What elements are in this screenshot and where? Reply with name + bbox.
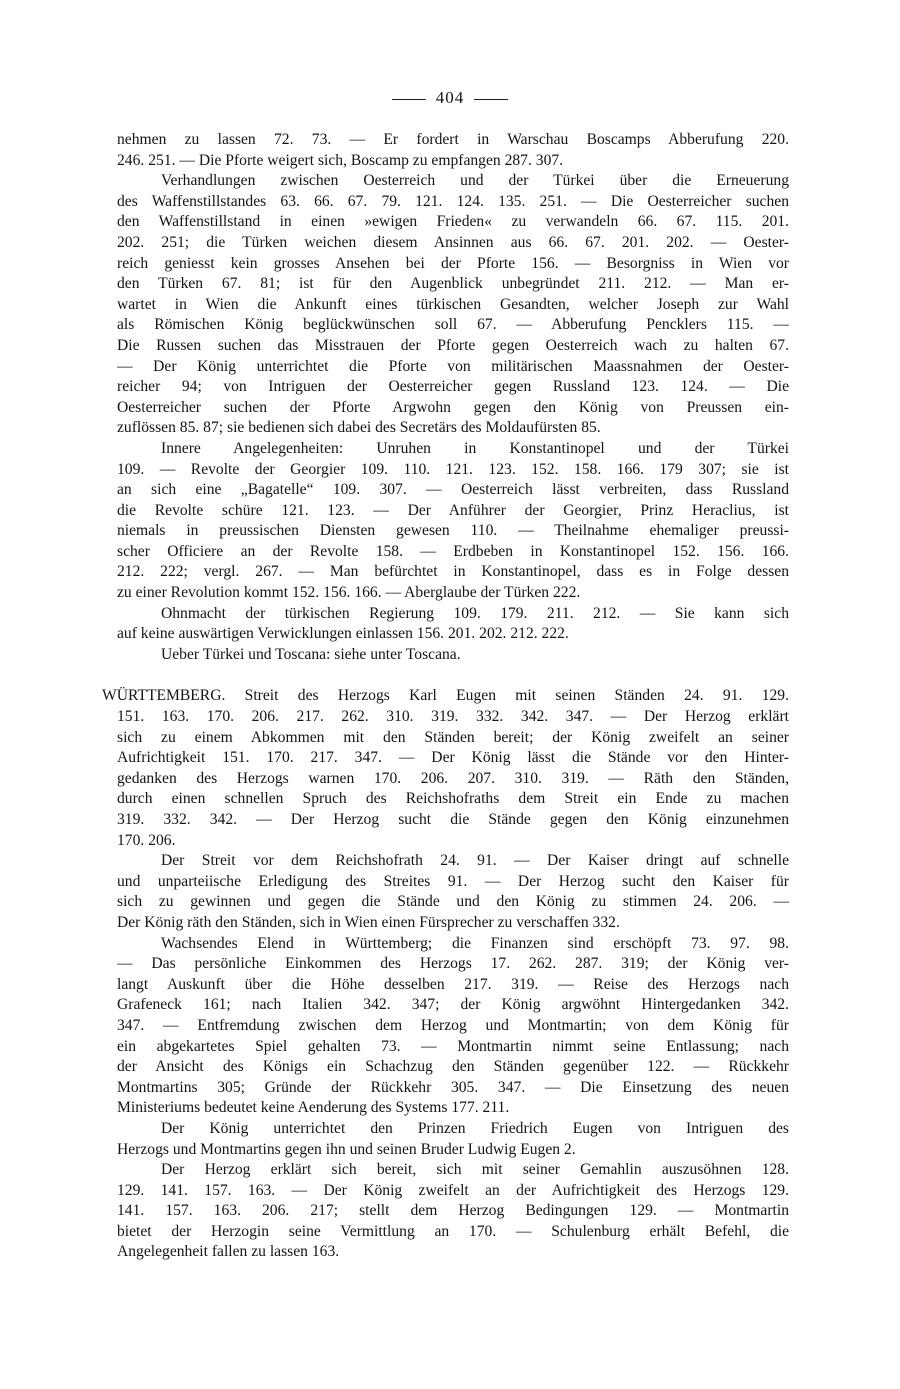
text-line: Wachsendes Elend in Württemberg; die Finanzen sind erschöpft 73. 97. 98. [161, 934, 789, 952]
text-line: 202. 251; die Türken weichen diesem Ansinnen aus 66. 67. 201. 202. — Oester- [117, 233, 789, 251]
text-line: Grafeneck 161; nach Italien 342. 347; der König argwöhnt Hintergedanken 342. [117, 996, 789, 1014]
section-gap [117, 665, 789, 686]
text-line: Der König unterrichtet den Prinzen Friedrich Eugen von Intriguen des [161, 1119, 789, 1137]
text-line: 170. 206. [117, 831, 176, 849]
text-line: wartet in Wien die Ankunft eines türkischen Gesandten, welcher Joseph zur Wahl [117, 295, 789, 313]
text-line: des Waffenstillstandes 63. 66. 67. 79. 121. 124. 135. 251. — Die Oesterreicher suchen [117, 192, 789, 210]
text-line: Verhandlungen zwischen Oesterreich und der Türkei über die Erneuerung [161, 172, 789, 190]
text-line: Innere Angelegenheiten: Unruhen in Konstantinopel und der Türkei [161, 439, 789, 457]
text-line: Montmartins 305; Gründe der Rückkehr 305. 347. — Die Einsetzung des neuen [117, 1078, 789, 1096]
text-line: — Der König unterrichtet die Pforte von militärischen Maassnahmen der Oester- [117, 357, 789, 375]
text-line: durch einen schnellen Spruch des Reichshofraths dem Streit ein Ende zu machen [117, 790, 789, 808]
text-line: Ministeriums bedeutet keine Aenderung des Systems 177. 211. [117, 1099, 510, 1117]
text-line: 246. 251. — Die Pforte weigert sich, Boscamp zu empfangen 287. 307. [117, 151, 564, 169]
section-tuerkei [117, 130, 789, 665]
text-line: scher Officiere an der Revolte 158. — Erdbeben in Konstantinopel 152. 156. 166. [117, 542, 789, 560]
text-line: sich zu gewinnen und gegen die Stände und den König zu stimmen 24. 206. — [117, 893, 789, 911]
text-line: an sich eine „Bagatelle“ 109. 307. — Oesterreich lässt verbreiten, dass Russland [117, 481, 789, 499]
header-rule-right [474, 99, 508, 100]
text-line: die Revolte schüre 121. 123. — Der Anführer der Georgier, Prinz Heraclius, ist [117, 501, 789, 519]
page-header [0, 86, 900, 110]
text-line: gedanken des Herzogs warnen 170. 206. 207. 310. 319. — Räth den Ständen, [117, 769, 789, 787]
text-line: zu einer Revolution kommt 152. 156. 166. — Aberglaube der Türken 222. [117, 584, 581, 602]
text-line: — Das persönliche Einkommen des Herzogs 17. 262. 287. 319; der König ver- [117, 955, 789, 973]
text-line: reicher 94; von Intriguen der Oesterreicher gegen Russland 123. 124. — Die [117, 378, 789, 396]
text-line: Ueber Türkei und Toscana: siehe unter Toscana. [161, 645, 461, 663]
text-line: ein abgekartetes Spiel gehalten 73. — Montmartin nimmt seine Entlassung; nach [117, 1037, 789, 1055]
text-line: 141. 157. 163. 206. 217; stellt dem Herzog Bedingungen 129. — Montmartin [117, 1202, 789, 1220]
text-line: 151. 163. 170. 206. 217. 262. 310. 319. 332. 342. 347. — Der Herzog erklärt [117, 708, 789, 726]
text-line: Der König räth den Ständen, sich in Wien einen Fürsprecher zu verschaffen 332. [117, 913, 620, 931]
text-line: niemals in preussischen Diensten gewesen 110. — Theilnahme ehemaliger preussi- [117, 522, 789, 540]
text-line: 129. 141. 157. 163. — Der König zweifelt an der Aufrichtigkeit des Herzogs 129. [117, 1181, 789, 1199]
text-line: nehmen zu lassen 72. 73. — Er fordert in Warschau Boscamps Abberufung 220. [117, 131, 789, 148]
text-line: bietet der Herzogin seine Vermittlung an 170. — Schulenburg erhält Befehl, die [117, 1222, 789, 1240]
text-line: und unparteiische Erledigung des Streites 91. — Der Herzog sucht den Kaiser für [117, 872, 789, 890]
text-line: Ohnmacht der türkischen Regierung 109. 179. 211. 212. — Sie kann sich [161, 604, 789, 622]
text-line: langt Auskunft über die Höhe desselben 217. 319. — Reise des Herzogs nach [117, 975, 789, 993]
text-line: reich geniesst kein grosses Ansehen bei der Pforte 156. — Besorgniss in Wien vor [117, 254, 789, 272]
text-line: Die Russen suchen das Misstrauen der Pforte gegen Oesterreich wach zu halten 67. [117, 336, 789, 354]
header-rule-left [392, 99, 426, 100]
text-line: auf keine auswärtigen Verwicklungen einlassen 156. 201. 202. 212. 222. [117, 625, 569, 643]
page-number: 404 [435, 88, 465, 107]
text-line: Oesterreicher suchen der Pforte Argwohn gegen den König von Preussen ein- [117, 398, 789, 416]
text-line: Herzogs und Montmartins gegen ihn und seinen Bruder Ludwig Eugen 2. [117, 1140, 576, 1158]
entry-heading-line: WÜRTTEMBERG. Streit des Herzogs Karl Eugen mit seinen Ständen 24. 91. 129. [102, 687, 789, 705]
text-line: sich zu einem Abkommen mit den Ständen bereit; der König zweifelt an seiner [117, 728, 789, 746]
text-line: 347. — Entfremdung zwischen dem Herzog und Montmartin; von dem König für [117, 1016, 789, 1034]
text-line: 109. — Revolte der Georgier 109. 110. 121. 123. 152. 158. 166. 179 307; sie ist [117, 460, 789, 478]
text-line: Der Herzog erklärt sich bereit, sich mit seiner Gemahlin auszusöhnen 128. [161, 1161, 789, 1179]
text-line: der Ansicht des Königs ein Schachzug den Ständen gegenüber 122. — Rückkehr [117, 1058, 789, 1076]
text-line: den Waffenstillstand in einen »ewigen Frieden« zu verwandeln 66. 67. 115. 201. [117, 213, 789, 231]
section-wuerttemberg [102, 686, 789, 1263]
text-line: zuflössen 85. 87; sie bedienen sich dabei des Secretärs des Moldaufürsten 85. [117, 419, 601, 437]
text-line: Der Streit vor dem Reichshofrath 24. 91. — Der Kaiser dringt auf schnelle [161, 852, 789, 870]
text-line: 319. 332. 342. — Der Herzog sucht die Stände gegen den König einzunehmen [117, 811, 789, 828]
text-line: Aufrichtigkeit 151. 170. 217. 347. — Der König lässt die Stände vor den Hinter- [117, 749, 789, 767]
text-line: als Römischen König beglückwünschen soll 67. — Abberufung Pencklers 115. — [117, 316, 789, 334]
text-line: Angelegenheit fallen zu lassen 163. [117, 1243, 340, 1261]
text-line: 212. 222; vergl. 267. — Man befürchtet in Konstantinopel, dass es in Folge dessen [117, 563, 789, 581]
index-text [102, 130, 789, 1263]
text-line: den Türken 67. 81; ist für den Augenblick unbegründet 211. 212. — Man er- [117, 275, 789, 293]
